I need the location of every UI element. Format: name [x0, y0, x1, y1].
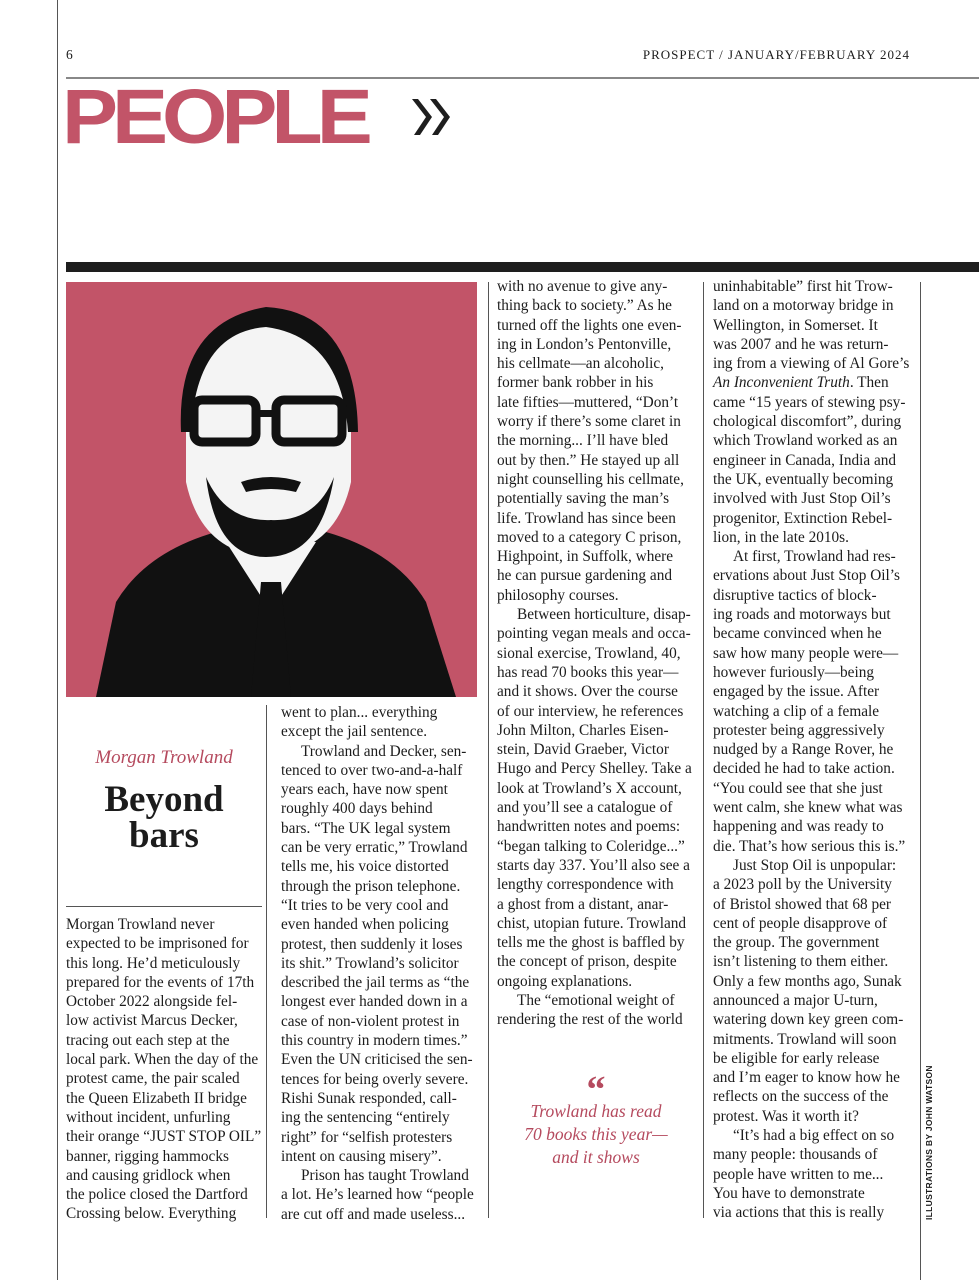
text-line: isn’t listening to them either. [713, 953, 889, 971]
pull-quote-line: 70 books this year— [524, 1124, 668, 1144]
headline-line: Beyond [104, 779, 224, 820]
text-line: and I’m eager to know how he [713, 1069, 900, 1087]
text-line: Even the UN criticised the sen- [281, 1051, 473, 1069]
text-line: The “emotional weight of [517, 991, 675, 1009]
text-line: land on a motorway bridge in [713, 297, 894, 315]
text-line: mitments. Trowland will soon [713, 1030, 897, 1048]
masthead: PROSPECT / JANUARY/FEBRUARY 2024 [642, 47, 910, 62]
text-line: protest, then suddenly it loses [281, 935, 463, 953]
text-line: sional exercise, Trowland, 40, [497, 644, 681, 662]
text-line: October 2022 alongside fel- [66, 993, 238, 1011]
text-line: rendering the rest of the world [497, 1011, 683, 1029]
text-line: Morgan Trowland never [66, 916, 215, 933]
text-line: handwritten notes and poems: [497, 818, 681, 836]
text-line: people have written to me... [713, 1165, 884, 1183]
text-line: cent of people disapprove of [713, 914, 888, 932]
text-line: case of non-violent protest in [281, 1012, 460, 1030]
quote-mark-icon: “ [586, 1069, 606, 1111]
text-line: “It tries to be very cool and [281, 896, 449, 914]
text-line: even handed when policing [281, 916, 449, 934]
article-column-3 [497, 277, 692, 1030]
text-line: Between horticulture, disap- [517, 606, 691, 624]
text-line: are cut off and made useless... [281, 1205, 466, 1223]
text-line: many people: thousands of [713, 1146, 878, 1164]
text-line: decided he had to take action. [713, 760, 895, 778]
text-line: longest ever handed down in a [281, 993, 468, 1011]
text-line: and causing gridlock when [66, 1166, 231, 1184]
text-line: went calm, she knew what was [713, 799, 903, 817]
text-line: and it shows. Over the course [497, 683, 678, 701]
text-line: “began talking to Coleridge...” [497, 837, 685, 855]
headline-line: bars [129, 815, 199, 856]
text-line: became convinced when he [713, 625, 882, 643]
text-line: be eligible for early release [713, 1049, 880, 1067]
text-line: “It’s had a big effect on so [733, 1127, 895, 1145]
text-line: Just Stop Oil is unpopular: [733, 856, 897, 874]
text-line: disruptive tactics of block- [713, 586, 877, 604]
text-line: right” for “selfish protesters [281, 1128, 453, 1146]
text-line: their orange “JUST STOP OIL” [66, 1128, 262, 1146]
text-line: tells me the ghost is baffled by [497, 934, 685, 952]
text-line: prepared for the events of 17th [66, 973, 255, 991]
double-chevron-icon [410, 97, 452, 142]
text-line: starts day 337. You’ll also see a [497, 856, 690, 874]
text-line: lengthy correspondence with [497, 876, 674, 894]
text-line: Hugo and Percy Shelley. Take a [497, 760, 692, 778]
article-headline [66, 779, 262, 856]
text-line: tracing out each step at the [66, 1031, 230, 1049]
text-line: turned off the lights one even- [497, 316, 682, 334]
text-line: potentially saving the man’s [497, 490, 670, 508]
text-line: chist, utopian future. Trowland [497, 914, 687, 932]
text-line: “You could see that she just [713, 779, 883, 797]
page-margin-line [57, 0, 58, 1280]
text-line: a 2023 poll by the University [713, 876, 892, 894]
text-line: years each, have now spent [281, 781, 448, 799]
text-line: late fifties—muttered, “Don’t [497, 393, 679, 411]
text-line: You have to demonstrate [713, 1184, 865, 1202]
text-line: the police closed the Dartford [66, 1186, 248, 1204]
text-line: through the prison telephone. [281, 877, 461, 895]
text-line: chological discomfort”, during [713, 413, 902, 431]
text-line: pointing vegan meals and occa- [497, 625, 691, 643]
text-line: watching a clip of a female [713, 702, 880, 720]
text-line: protest. Was it worth it? [713, 1107, 859, 1125]
article-kicker: Morgan Trowland [95, 747, 233, 768]
text-line: with no avenue to give any- [497, 278, 668, 295]
text-line: Crossing below. Everything [66, 1205, 237, 1223]
text-line: John Milton, Charles Eisen- [497, 721, 669, 739]
article-column-4 [713, 277, 909, 1223]
article-column-1 [66, 915, 261, 1224]
column-divider [920, 282, 921, 1280]
text-line: the morning... I’ll have bled [497, 432, 669, 450]
text-line: protester being aggressively [713, 721, 885, 739]
text-line: expected to be imprisoned for [66, 935, 249, 953]
text-line: without incident, unfurling [66, 1108, 231, 1126]
text-line: bars. “The UK legal system [281, 819, 451, 837]
text-line: which Trowland worked as an [713, 432, 898, 450]
text-line: involved with Just Stop Oil’s [713, 490, 891, 508]
text-line: engineer in Canada, India and [713, 451, 897, 469]
text-line: philosophy courses. [497, 586, 619, 604]
text-line: out by then.” He stayed up all [497, 451, 680, 469]
text-line: of our interview, he references [497, 702, 684, 720]
text-line: ing the sentencing “entirely [281, 1109, 450, 1127]
text-line: ing from a viewing of Al Gore’s [713, 355, 910, 373]
text-line: went to plan... everything [281, 704, 438, 721]
text-line: An Inconvenient Truth. Then [713, 374, 889, 392]
text-line: via actions that this is really [713, 1204, 885, 1222]
text-line: he can pursue gardening and [497, 567, 672, 585]
text-line: moved to a category C prison, [497, 528, 682, 546]
text-line: and you’ll see a catalogue of [497, 799, 673, 817]
text-line: the group. The government [713, 934, 880, 952]
text-line: Trowland and Decker, sen- [301, 742, 467, 760]
text-line: Wellington, in Somerset. It [713, 316, 878, 334]
text-line: a ghost from a distant, anar- [497, 895, 669, 913]
text-line: look at Trowland’s X account, [497, 779, 682, 797]
text-line: former bank robber in his [497, 374, 654, 392]
text-line: ing roads and motorways but [713, 606, 891, 624]
text-line: die. That’s how serious this is.” [713, 837, 906, 855]
text-line: tenced to over two-and-a-half [281, 761, 463, 779]
text-line: watering down key green com- [713, 1011, 904, 1029]
text-line: reflects on the success of the [713, 1088, 889, 1106]
text-line: tells me, his voice distorted [281, 858, 449, 876]
text-line: progenitor, Extinction Rebel- [713, 509, 893, 527]
text-line: intent on causing misery”. [281, 1147, 442, 1165]
text-line: a lot. He’s learned how “people [281, 1186, 474, 1204]
page-number: 6 [66, 47, 73, 62]
text-line: however furiously—being [713, 663, 875, 681]
column-divider [266, 705, 267, 1218]
text-line: ongoing explanations. [497, 972, 633, 990]
text-line: was 2007 and he was return- [713, 335, 889, 353]
text-line: Highpoint, in Suffolk, where [497, 548, 674, 566]
text-line: tences for being overly severe. [281, 1070, 469, 1088]
text-line: Only a few months ago, Sunak [713, 972, 902, 990]
text-line: this long. He’d meticulously [66, 954, 241, 972]
text-line: engaged by the issue. After [713, 683, 880, 701]
text-line: can be very erratic,” Trowland [281, 839, 468, 857]
illustration-credit: ILLUSTRATIONS BY JOHN WATSON [924, 1065, 934, 1220]
text-line: At first, Trowland had res- [733, 548, 896, 566]
text-line: worry if there’s some claret in [497, 413, 681, 431]
text-line: night counselling his cellmate, [497, 470, 684, 488]
text-line: uninhabitable” first hit Trow- [713, 278, 893, 295]
text-line: this country in modern times.” [281, 1032, 468, 1050]
text-line: has read 70 books this year— [497, 663, 679, 681]
portrait-illustration [66, 282, 477, 697]
headline-rule [66, 906, 262, 907]
text-line: its shit.” Trowland’s solicitor [281, 954, 459, 972]
text-line: roughly 400 days behind [281, 800, 433, 818]
text-line: nudged by a Range Rover, he [713, 741, 894, 759]
text-line: of Bristol showed that 68 per [713, 895, 892, 913]
section-bar [66, 262, 979, 272]
text-line: protest came, the pair scaled [66, 1070, 240, 1088]
column-divider [488, 282, 489, 1218]
pull-quote-line: Trowland has read [530, 1101, 662, 1121]
text-line: lion, in the late 2010s. [713, 528, 849, 546]
text-line: the UK, eventually becoming [713, 470, 894, 488]
article-column-2 [281, 703, 474, 1224]
section-title: PEOPLE [62, 72, 367, 160]
text-line: the Queen Elizabeth II bridge [66, 1089, 247, 1107]
text-line: low activist Marcus Decker, [66, 1012, 238, 1030]
pull-quote [498, 1100, 694, 1169]
text-line: happening and was ready to [713, 818, 884, 836]
column-divider [703, 282, 704, 1218]
text-line: except the jail sentence. [281, 723, 428, 741]
text-line: ing in London’s Pentonville, [497, 335, 672, 353]
text-line: described the jail terms as “the [281, 974, 470, 992]
text-line: banner, rigging hammocks [66, 1147, 229, 1165]
text-line: stein, David Graeber, Victor [497, 741, 669, 759]
text-line: Prison has taught Trowland [301, 1167, 469, 1185]
text-line: thing back to society.” As he [497, 297, 672, 315]
text-line: announced a major U-turn, [713, 991, 878, 1009]
text-line: his cellmate—an alcoholic, [497, 355, 664, 373]
text-line: local park. When the day of the [66, 1051, 259, 1069]
text-line: Rishi Sunak responded, call- [281, 1089, 457, 1107]
text-line: life. Trowland has since been [497, 509, 676, 527]
text-line: ervations about Just Stop Oil’s [713, 567, 900, 585]
text-line: came “15 years of stewing psy- [713, 393, 906, 411]
text-line: saw how many people were— [713, 644, 899, 662]
text-line: the concept of prison, despite [497, 953, 677, 971]
pull-quote-line: and it shows [552, 1147, 640, 1167]
